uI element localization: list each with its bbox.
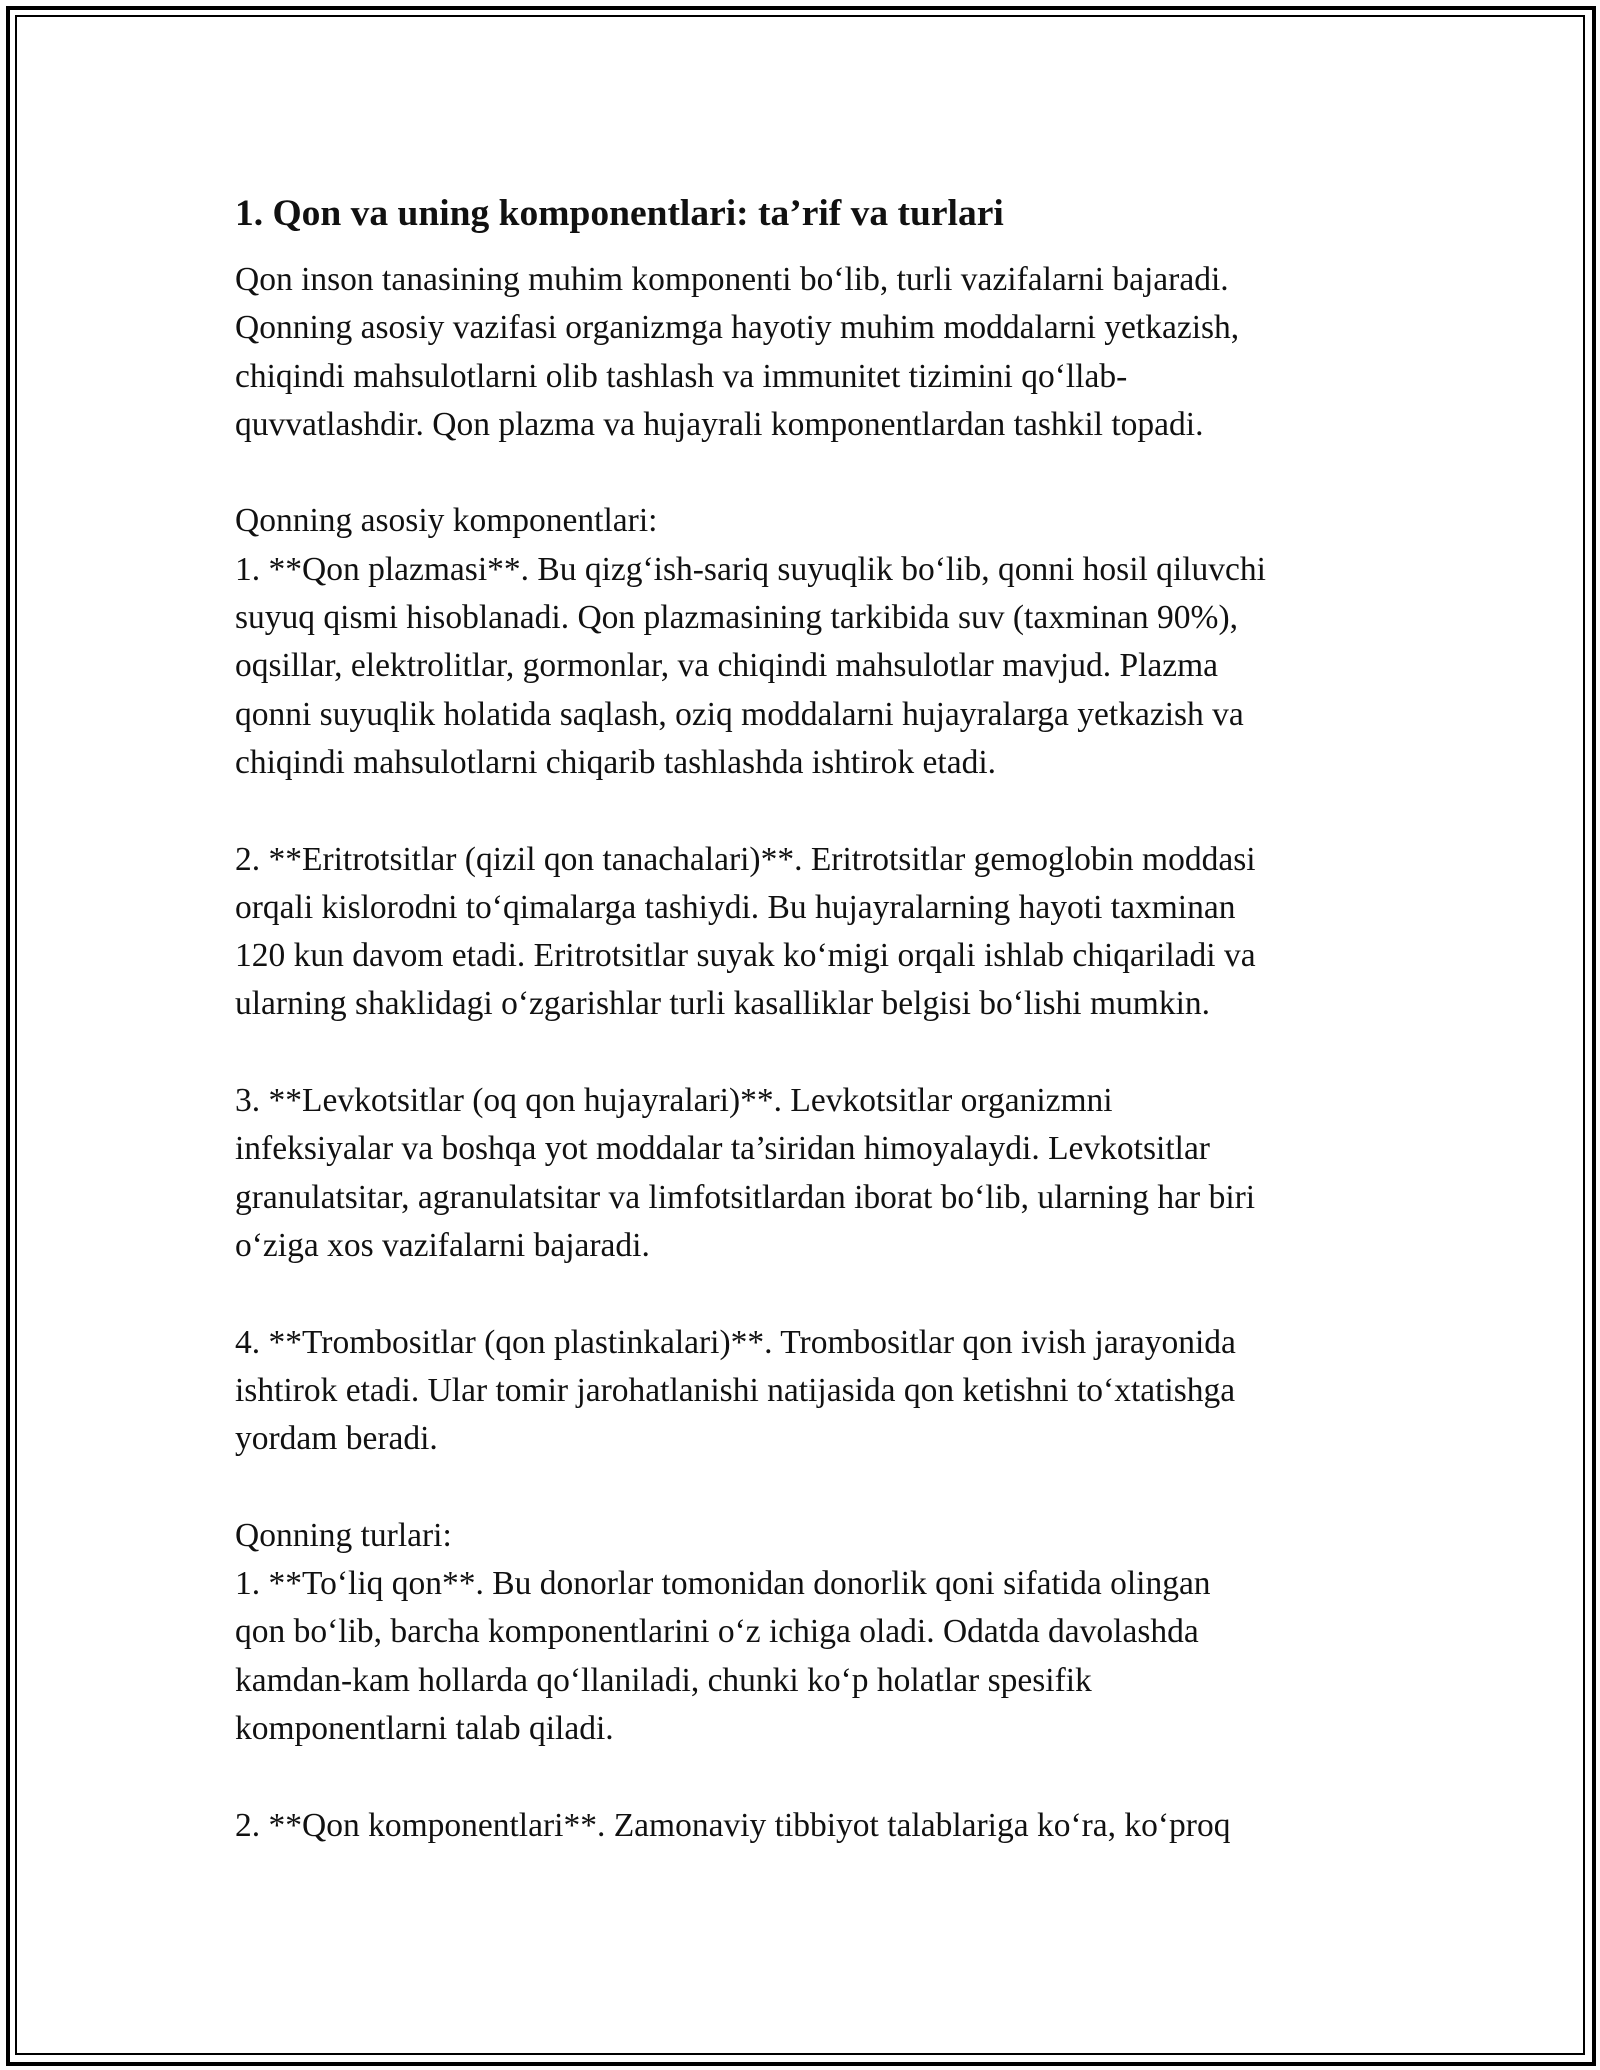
- blood-components-paragraph: [235, 1802, 1385, 1850]
- text-line: Qonning asosiy vazifasi organizmga hayotiy muhim moddalarni yetkazish,: [235, 309, 1240, 347]
- text-line: orqali kislorodni to‘qimalarga tashiydi. Bu hujayralarning hayoti taxminan: [235, 888, 1236, 926]
- text-line: o‘ziga xos vazifalarni bajaradi.: [235, 1226, 650, 1264]
- text-line: 1. **Qon plazmasi**. Bu qizg‘ish-sariq suyuqlik bo‘lib, qonni hosil qiluvchi: [235, 550, 1266, 588]
- paragraph-gap: [235, 1029, 1385, 1077]
- text-line: granulatsitar, agranulatsitar va limfotsitlardan iborat bo‘lib, ularning har biri: [235, 1178, 1256, 1216]
- document-title: 1. Qon va uning komponentlari: ta’rif va turlari: [235, 193, 1004, 234]
- text-line: kamdan-kam hollarda qo‘llaniladi, chunki ko‘p holatlar spesifik: [235, 1661, 1092, 1699]
- text-line: suyuq qismi hisoblanadi. Qon plazmasining tarkibida suv (taxminan 90%),: [235, 599, 1238, 637]
- intro-paragraph: [235, 256, 1385, 449]
- text-line: qonni suyuqlik holatida saqlash, oziq moddalarni hujayralarga yetkazish va: [235, 695, 1244, 733]
- text-line: 120 kun davom etadi. Eritrotsitlar suyak ko‘migi orqali ishlab chiqariladi va: [235, 937, 1256, 975]
- text-line: 2. **Eritrotsitlar (qizil qon tanachalari)**. Eritrotsitlar gemoglobin moddasi: [235, 840, 1256, 878]
- text-line: 3. **Levkotsitlar (oq qon hujayralari)**. Levkotsitlar organizmni: [235, 1082, 1113, 1120]
- paragraph-gap: [235, 787, 1385, 835]
- leukocytes-paragraph: [235, 1077, 1385, 1270]
- plasma-paragraph: [235, 546, 1385, 787]
- text-line: 1. **To‘liq qon**. Bu donorlar tomonidan donorlik qoni sifatida olingan: [235, 1565, 1211, 1603]
- components-heading: Qonning asosiy komponentlari:: [235, 502, 658, 540]
- text-line: Qon inson tanasining muhim komponenti bo‘lib, turli vazifalarni bajaradi.: [235, 261, 1229, 298]
- thrombocytes-paragraph: [235, 1319, 1385, 1464]
- text-line: 4. **Trombositlar (qon plastinkalari)**. Trombositlar qon ivish jarayonida: [235, 1323, 1236, 1361]
- text-line: ularning shaklidagi o‘zgarishlar turli kasalliklar belgisi bo‘lishi mumkin.: [235, 985, 1211, 1023]
- text-line: chiqindi mahsulotlarni olib tashlash va immunitet tizimini qo‘llab-: [235, 357, 1128, 395]
- paragraph-gap: [235, 1270, 1385, 1318]
- paragraph-gap: [235, 1753, 1385, 1801]
- paragraph-gap: [235, 449, 1385, 497]
- text-line: qon bo‘lib, barcha komponentlarini o‘z ichiga oladi. Odatda davolashda: [235, 1613, 1199, 1651]
- text-line: oqsillar, elektrolitlar, gormonlar, va chiqindi mahsulotlar mavjud. Plazma: [235, 647, 1219, 685]
- text-line: quvvatlashdir. Qon plazma va hujayrali komponentlardan tashkil topadi.: [235, 405, 1204, 443]
- document-page: [235, 186, 1385, 1850]
- text-line: yordam beradi.: [235, 1420, 438, 1458]
- text-line: 2. **Qon komponentlari**. Zamonaviy tibbiyot talablariga ko‘ra, ko‘proq: [235, 1806, 1231, 1844]
- text-line: infeksiyalar va boshqa yot moddalar ta’siridan himoyalaydi. Levkotsitlar: [235, 1130, 1210, 1168]
- text-line: chiqindi mahsulotlarni chiqarib tashlashda ishtirok etadi.: [235, 743, 997, 781]
- text-line: komponentlarni talab qiladi.: [235, 1709, 614, 1747]
- erythrocytes-paragraph: [235, 836, 1385, 1029]
- types-heading: Qonning turlari:: [235, 1516, 452, 1554]
- whole-blood-paragraph: [235, 1560, 1385, 1753]
- text-line: ishtirok etadi. Ular tomir jarohatlanishi natijasida qon ketishni to‘xtatishga: [235, 1371, 1236, 1409]
- paragraph-gap: [235, 1463, 1385, 1511]
